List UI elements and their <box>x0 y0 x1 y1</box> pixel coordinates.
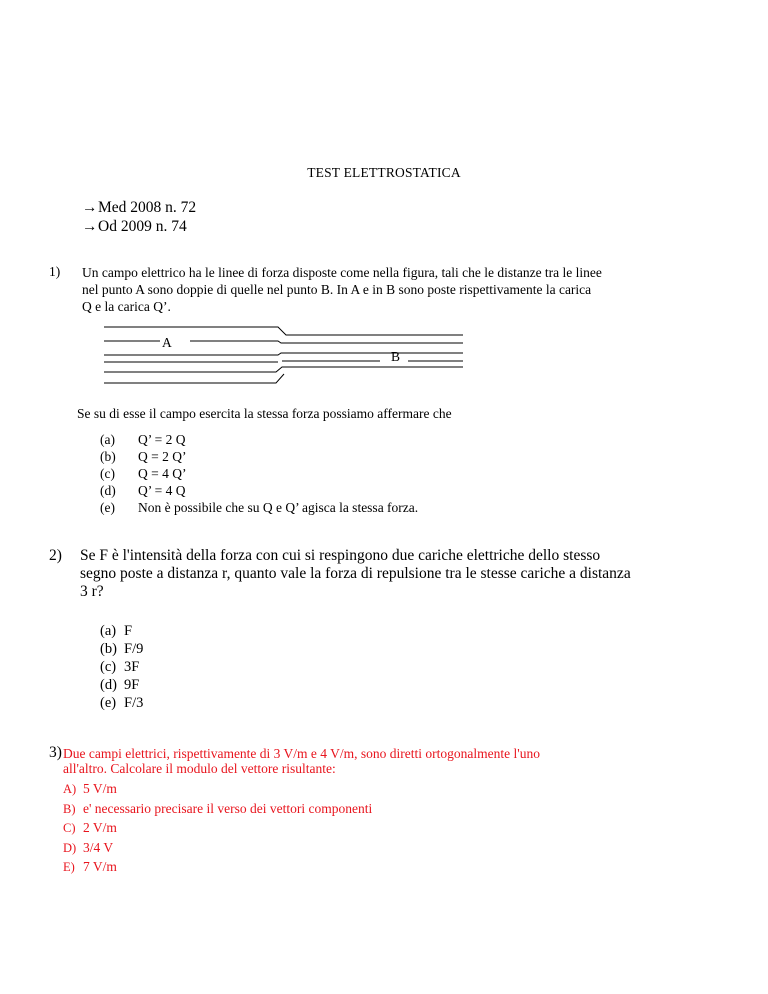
question-1-line: nel punto A sono doppie di quelle nel punto B. In A e in B sono poste rispettivamente la carica <box>82 282 592 297</box>
question-1-prompt: Se su di esse il campo esercita la stessa forza possiamo affermare che <box>77 406 452 421</box>
option-label: (a) <box>100 432 115 447</box>
option-text: 7 V/m <box>83 859 117 874</box>
option-text: Non è possibile che su Q e Q’ agisca la stessa forza. <box>138 500 419 515</box>
option-label: D) <box>63 841 77 855</box>
option-label: E) <box>63 860 75 874</box>
right-arrow-icon: → <box>82 218 98 235</box>
reference-text: Med 2008 n. 72 <box>98 199 197 216</box>
option-label: (c) <box>100 659 117 675</box>
option-label: C) <box>63 821 76 835</box>
question-2-line: 3 r? <box>80 583 104 600</box>
option-label: (b) <box>100 449 116 464</box>
option-label: (e) <box>100 695 117 711</box>
question-3-number: 3) <box>49 744 62 761</box>
reference-item <box>82 218 187 236</box>
field-line <box>104 327 463 335</box>
option-text: 3/4 V <box>83 840 114 855</box>
option-text: Q’ = 4 Q <box>138 483 186 498</box>
field-line <box>190 341 463 343</box>
question-1-text <box>82 264 682 315</box>
option-text: 2 V/m <box>83 820 117 835</box>
field-lines-figure <box>100 322 470 388</box>
question-3-option <box>63 859 117 875</box>
option-text: Q = 2 Q’ <box>138 449 187 464</box>
option-text: e' necessario precisare il verso dei vettori componenti <box>83 801 373 816</box>
question-2-line: segno poste a distanza r, quanto vale la forza di repulsione tra le stesse cariche a distanza <box>80 565 631 582</box>
option-label: A) <box>63 782 77 796</box>
question-2-option <box>100 641 143 658</box>
question-2-line: Se F è l'intensità della forza con cui si respingono due cariche elettriche dello stesso <box>80 547 601 564</box>
question-1-option <box>100 466 186 482</box>
question-3-option <box>63 801 372 817</box>
question-3-line: all'altro. Calcolare il modulo del vettore risultante: <box>63 761 336 776</box>
question-1-option <box>100 483 185 499</box>
option-text: Q’ = 2 Q <box>138 432 186 447</box>
question-1-number: 1) <box>49 264 61 279</box>
question-3-text <box>63 746 693 776</box>
field-line <box>104 353 463 355</box>
reference-text: Od 2009 n. 74 <box>98 218 187 235</box>
question-2-text <box>80 547 690 601</box>
question-1-option <box>100 432 185 448</box>
option-text: F/3 <box>124 695 144 711</box>
question-3-option <box>63 820 117 836</box>
field-line <box>104 374 284 383</box>
question-1-line: Un campo elettrico ha le linee di forza disposte come nella figura, tali che le distanze tra le linee <box>82 265 602 280</box>
option-text: Q = 4 Q’ <box>138 466 187 481</box>
question-3-option <box>63 781 117 797</box>
question-2-option <box>100 623 132 640</box>
option-text: 5 V/m <box>83 781 117 796</box>
option-label: (b) <box>100 641 117 657</box>
option-label: (d) <box>100 483 116 498</box>
option-label: (e) <box>100 500 115 515</box>
field-line <box>104 367 463 372</box>
label-a: A <box>162 335 172 350</box>
right-arrow-icon: → <box>82 199 98 216</box>
reference-item <box>82 199 196 217</box>
option-text: 9F <box>124 677 140 693</box>
option-text: F <box>124 623 133 639</box>
option-label: (c) <box>100 466 115 481</box>
option-label: (a) <box>100 623 117 639</box>
page-title: TEST ELETTROSTATICA <box>307 165 461 180</box>
option-text: 3F <box>124 659 140 675</box>
question-2-option <box>100 695 143 712</box>
label-b: B <box>391 349 401 364</box>
option-text: F/9 <box>124 641 144 657</box>
question-1-option <box>100 449 186 465</box>
question-2-option <box>100 677 139 694</box>
question-3-option <box>63 840 113 856</box>
option-label: B) <box>63 802 76 816</box>
question-1-line: Q e la carica Q’. <box>82 299 171 314</box>
option-label: (d) <box>100 677 117 693</box>
question-3-line: Due campi elettrici, rispettivamente di 3 V/m e 4 V/m, sono diretti ortogonalmente l'uno <box>63 746 540 761</box>
question-2-option <box>100 659 139 676</box>
question-1-option <box>100 500 418 516</box>
question-2-number: 2) <box>49 547 62 564</box>
